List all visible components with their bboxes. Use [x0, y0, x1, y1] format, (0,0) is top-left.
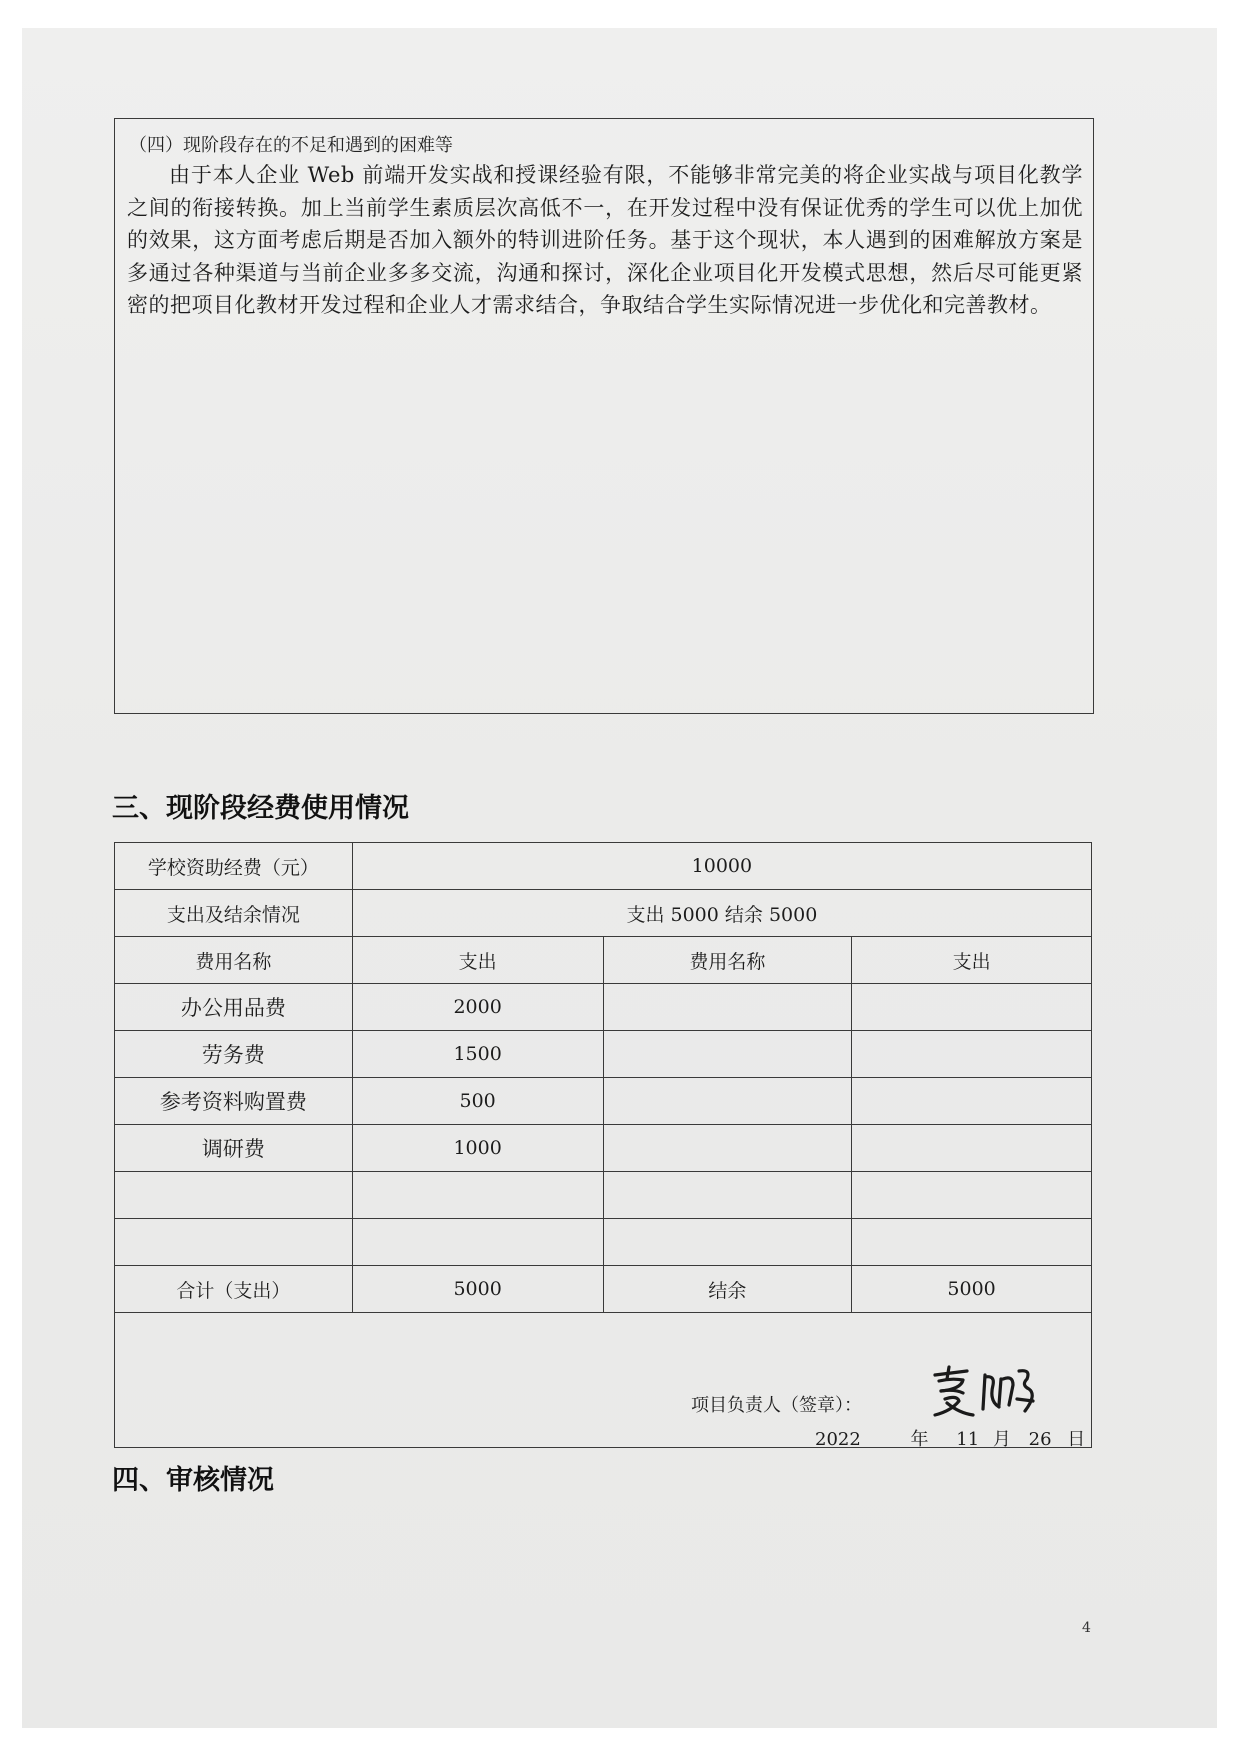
column-header: 支出 — [852, 937, 1092, 984]
table-row — [115, 1219, 1092, 1266]
expense-amount-2 — [852, 1172, 1092, 1219]
handwritten-signature — [929, 1361, 1039, 1421]
difficulties-paragraph: 由于本人企业 Web 前端开发实战和授课经验有限，不能够非常完美的将企业实战与项目化教学之间的衔接转换。加上当前学生素质层次高低不一，在开发过程中没有保证优秀的学生可以优上加优的效果，这方面考虑后期是否加入额外的特训进阶任务。基于这个现状，本人遇到的困难解放方案是多通过各种渠道与当前企业多多交流，沟通和探讨，深化企业项目化开发模式思想，然后尽可能更紧密的把项目化教材开发过程和企业人才需求结合，争取结合学生实际情况进一步优化和完善教材。 — [127, 163, 1083, 317]
expense-name-2 — [603, 984, 852, 1031]
expense-name-2 — [603, 1078, 852, 1125]
date-month-unit: 月 — [992, 1429, 1011, 1450]
expense-amount — [352, 1219, 603, 1266]
signature-cell — [115, 1313, 1092, 1448]
total-label: 合计（支出） — [115, 1266, 353, 1313]
table-row — [115, 984, 1092, 1031]
funding-value: 10000 — [352, 843, 1091, 890]
review-section-heading: 四、审核情况 — [112, 1465, 274, 1496]
signature-date — [815, 1425, 1085, 1451]
balance-label: 支出及结余情况 — [115, 890, 353, 937]
column-header: 支出 — [352, 937, 603, 984]
expense-name — [115, 1172, 353, 1219]
expense-name — [115, 1219, 353, 1266]
funding-table — [114, 842, 1092, 1448]
expense-name: 参考资料购置费 — [115, 1078, 353, 1125]
date-year: 2022 — [815, 1429, 861, 1450]
column-header: 费用名称 — [603, 937, 852, 984]
funding-label: 学校资助经费（元） — [115, 843, 353, 890]
date-day-unit: 日 — [1067, 1429, 1086, 1450]
remainder-label: 结余 — [603, 1266, 852, 1313]
table-row — [115, 1172, 1092, 1219]
expense-amount-2 — [852, 1125, 1092, 1172]
date-month: 11 — [956, 1429, 980, 1450]
page-number: 4 — [1082, 1620, 1091, 1636]
signature-row — [115, 1313, 1092, 1448]
expense-amount-2 — [852, 984, 1092, 1031]
remainder-value: 5000 — [852, 1266, 1092, 1313]
difficulties-box — [114, 118, 1094, 714]
table-row — [115, 890, 1092, 937]
table-row — [115, 1078, 1092, 1125]
expense-amount-2 — [852, 1031, 1092, 1078]
total-value: 5000 — [352, 1266, 603, 1313]
expense-name: 调研费 — [115, 1125, 353, 1172]
expense-name-2 — [603, 1125, 852, 1172]
date-day: 26 — [1028, 1429, 1052, 1450]
expense-name: 劳务费 — [115, 1031, 353, 1078]
expense-amount-2 — [852, 1078, 1092, 1125]
date-year-unit: 年 — [910, 1429, 929, 1450]
column-header: 费用名称 — [115, 937, 353, 984]
expense-amount: 500 — [352, 1078, 603, 1125]
expense-name: 办公用品费 — [115, 984, 353, 1031]
total-row — [115, 1266, 1092, 1313]
expense-amount: 1500 — [352, 1031, 603, 1078]
difficulties-subheading: （四）现阶段存在的不足和遇到的困难等 — [129, 135, 453, 156]
expense-amount: 2000 — [352, 984, 603, 1031]
funding-section-heading: 三、现阶段经费使用情况 — [112, 793, 409, 824]
expense-name-2 — [603, 1172, 852, 1219]
table-header-row — [115, 937, 1092, 984]
expense-amount-2 — [852, 1219, 1092, 1266]
expense-name-2 — [603, 1219, 852, 1266]
table-row — [115, 1125, 1092, 1172]
table-row — [115, 843, 1092, 890]
balance-value: 支出 5000 结余 5000 — [352, 890, 1091, 937]
expense-name-2 — [603, 1031, 852, 1078]
expense-amount — [352, 1172, 603, 1219]
signer-label: 项目负责人（签章）： — [691, 1395, 862, 1416]
expense-amount: 1000 — [352, 1125, 603, 1172]
table-row — [115, 1031, 1092, 1078]
